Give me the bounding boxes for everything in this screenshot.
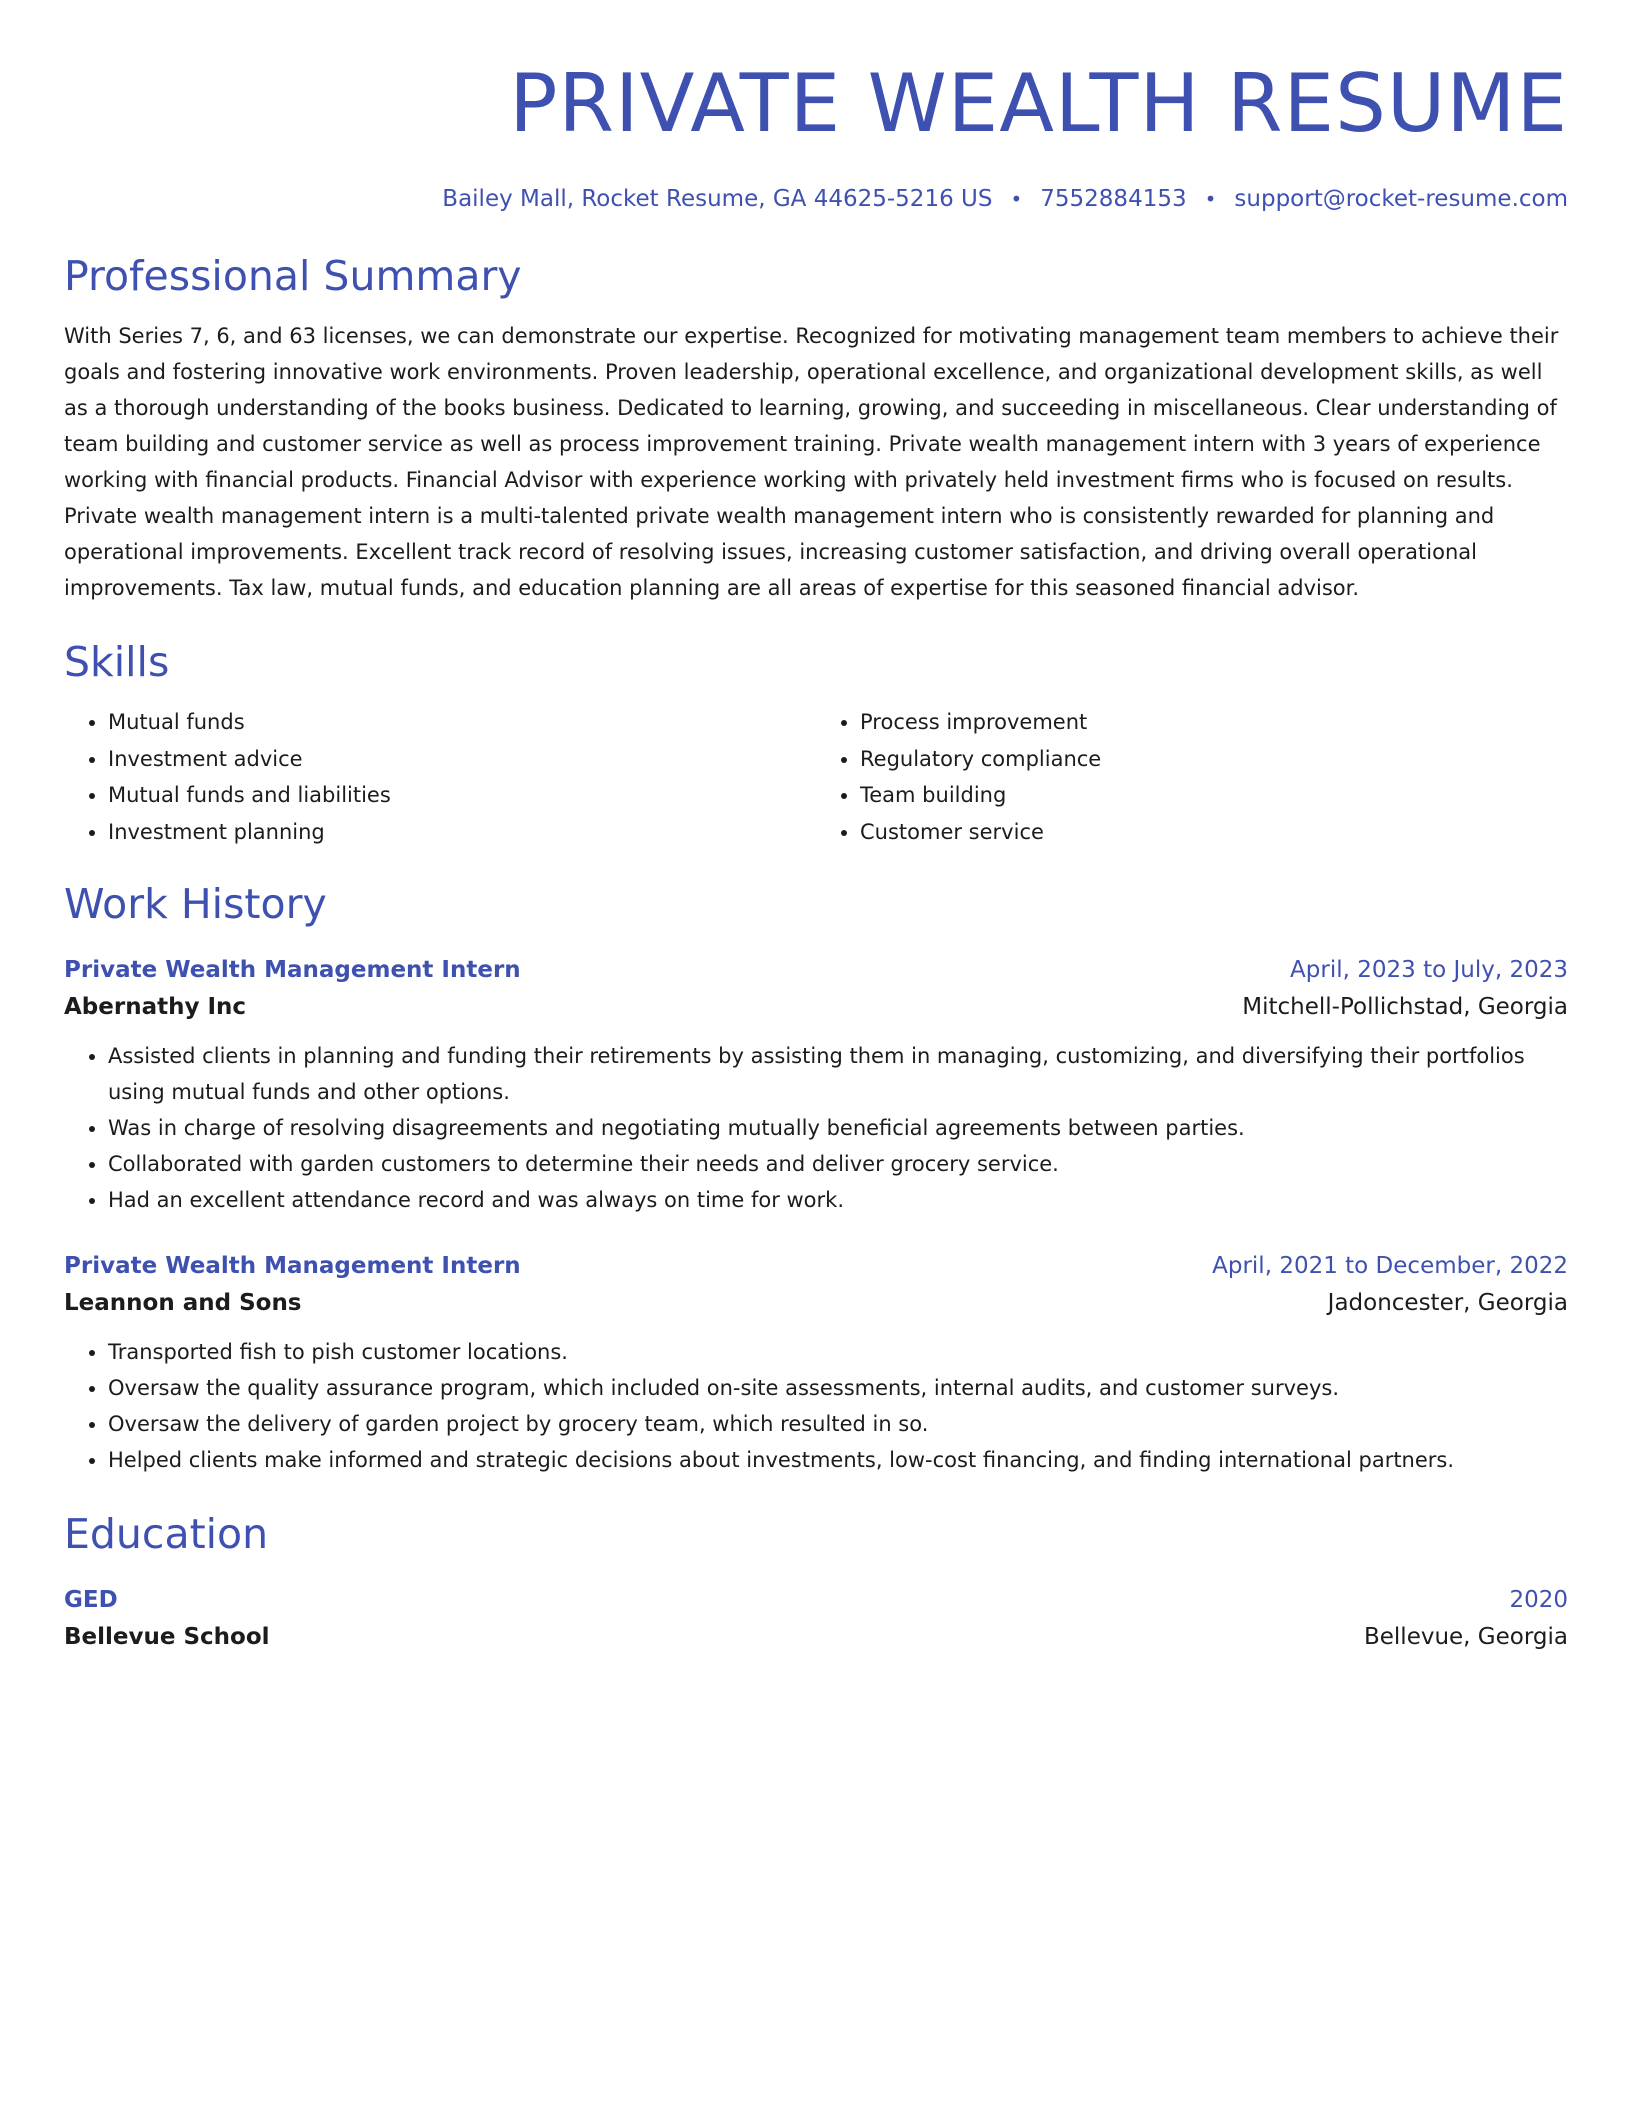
job-location: Jadoncester, Georgia [1327,1290,1568,1316]
job-company: Leannon and Sons [64,1290,302,1316]
job-bullets [64,1038,1568,1218]
skills-list-right [816,704,1568,850]
job-bullet: • Collaborated with garden customers to determine their needs and deliver grocery service. [108,1146,1568,1182]
job-bullet: • Oversaw the delivery of garden project by grocery team, which resulted in so. [108,1406,1568,1442]
education-section [64,1508,1568,1656]
skills-heading: Skills [64,638,170,686]
contact-line [64,186,1568,212]
education-entry [64,1582,1568,1656]
resume-title: PRIVATE WEALTH RESUME [509,57,1568,150]
skill-item: • Mutual funds and liabilities [108,777,816,814]
contact-separator: • [1010,187,1023,211]
contact-address: Bailey Mall, Rocket Resume, GA 44625-5216 US [442,186,993,212]
education-location: Bellevue, Georgia [1363,1624,1568,1650]
job-header [64,1248,1568,1284]
skill-item: • Investment advice [108,741,816,778]
skills-grid [64,704,1568,850]
skill-item: • Mutual funds [108,704,816,741]
contact-phone: 7552884153 [1040,186,1187,212]
job-bullet: • Helped clients make informed and strategic decisions about investments, low-cost financing, and finding international partners. [108,1442,1568,1478]
skill-item: • Process improvement [860,704,1568,741]
job-entry [64,1248,1568,1478]
job-header [64,952,1568,988]
job-bullet: • Oversaw the quality assurance program, which included on-site assessments, internal audits, and customer surveys. [108,1370,1568,1406]
summary-heading: Professional Summary [64,252,522,300]
job-company: Abernathy Inc [64,994,247,1020]
education-header [64,1582,1568,1618]
job-subheader [64,1284,1568,1322]
education-heading: Education [64,1510,269,1558]
job-bullet: • Had an excellent attendance record and was always on time for work. [108,1182,1568,1218]
job-role: Private Wealth Management Intern [64,1253,521,1279]
job-role: Private Wealth Management Intern [64,957,521,983]
job-bullet: • Was in charge of resolving disagreements and negotiating mutually beneficial agreements between parties. [108,1110,1568,1146]
resume-header [64,56,1568,212]
summary-text: With Series 7, 6, and 63 licenses, we can demonstrate our expertise. Recognized for motivating management team members to achieve their goals and fostering innovative work environments. Proven leadership, operational excellence, and organizational development skills, as well as a thorough understanding of the books business. Dedicated to learning, growing, and succeeding in miscellaneous. Clear understanding of team building and customer service as well as process improvement training. Private wealth management intern with 3 years of experience working with financial products. Financial Advisor with experience working with privately held investment firms who is focused on results. Private wealth management intern is a multi-talented private wealth management intern who is consistently rewarded for planning and operational improvements. Excellent track record of resolving issues, increasing customer satisfaction, and driving overall operational improvements. Tax law, mutual funds, and education planning are all areas of expertise for this seasoned financial advisor. [64,324,1559,600]
job-bullets [64,1334,1568,1478]
skills-list-left [64,704,816,850]
contact-email: support@rocket-resume.com [1234,186,1568,212]
contact-separator: • [1204,187,1217,211]
education-subheader [64,1618,1568,1656]
skill-item: • Investment planning [108,814,816,851]
summary-section [64,250,1568,606]
work-section [64,878,1568,1478]
job-entry [64,952,1568,1218]
work-heading: Work History [64,880,327,928]
education-school: Bellevue School [64,1624,270,1650]
skill-item: • Regulatory compliance [860,741,1568,778]
job-dates: April, 2021 to December, 2022 [1212,1253,1568,1279]
education-degree: GED [64,1587,118,1613]
skills-section [64,636,1568,850]
job-subheader [64,988,1568,1026]
job-bullet: • Assisted clients in planning and funding their retirements by assisting them in managing, customizing, and diversifying their portfolios using mutual funds and other options. [108,1038,1568,1110]
skill-item: • Team building [860,777,1568,814]
job-location: Mitchell-Pollichstad, Georgia [1242,994,1568,1020]
job-bullet: • Transported fish to pish customer locations. [108,1334,1568,1370]
job-dates: April, 2023 to July, 2023 [1290,957,1568,983]
education-year: 2020 [1509,1587,1568,1613]
skill-item: • Customer service [860,814,1568,851]
